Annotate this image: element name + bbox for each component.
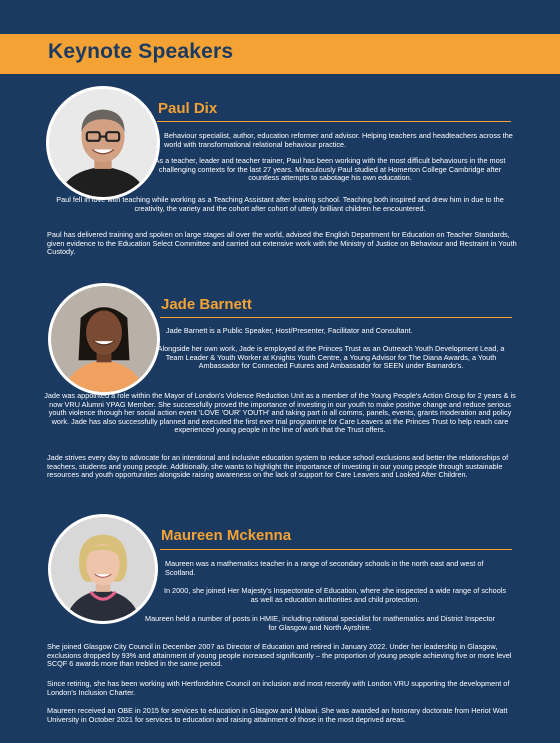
speaker-bio-paragraph: Behaviour specialist, author, education reformer and advisor. Helping teachers and headteachers across the world with transformational relational behaviour practice. xyxy=(164,131,513,149)
speaker-bio-paragraph: Maureen received an OBE in 2015 for services to education in Glasgow and Malawi. She was awarded an honorary doctorate from Heriot Watt University in October 2021 for services to education and raising attainment of those in the most deprived areas. xyxy=(47,706,508,724)
speaker-bio-paragraph: Maureen held a number of posts in HMIE, including national specialist for mathematics and District Inspector for Glasgow and North Ayrshire. xyxy=(144,614,495,632)
name-divider xyxy=(160,549,512,550)
speaker-bio-paragraph: In 2000, she joined Her Majesty's Inspectorate of Education, where she inspected a wide range of schools as well as education authorities and child protection. xyxy=(163,586,507,604)
speaker-bio-paragraph: Alongside her own work, Jade is employed at the Princes Trust as an Outreach Youth Development Lead, a Team Leader & Youth Worker at Knights Youth Centre, a Young Advisor for The Diana Awards, a Youth Ambassador for Connected Futures and Ambassador for SEEN under Barnardo's. xyxy=(157,344,505,371)
speaker-bio-paragraph: Jade strives every day to advocate for an intentional and inclusive education system to reduce school exclusions and better the relationships of teachers, students and young people. Additionally, she wants to highlight the importance of investing in our young people through sustainable resources and youth opportunities alongside raising awareness on the lack of support for Care Leavers and Looked After Children. xyxy=(47,453,509,480)
speaker-photo-jade-barnett xyxy=(48,283,160,395)
speaker-bio-paragraph: Maureen was a mathematics teacher in a range of secondary schools in the north east and west of Scotland. xyxy=(165,559,484,577)
speaker-name-jade-barnett: Jade Barnett xyxy=(161,296,252,313)
speaker-name-paul-dix: Paul Dix xyxy=(158,100,218,117)
person-portrait-icon xyxy=(51,517,155,621)
speaker-photo-paul-dix xyxy=(46,86,160,200)
speaker-bio-paragraph: She joined Glasgow City Council in December 2007 as Director of Education and retired in January 2022. Under her leadership in Glasgow, exclusions dropped by 93% and attainment of young people increased significantly – the proportion of young people achieving five or more level SCQF 6 awards more than trebled in the same period. xyxy=(47,642,512,669)
header-band xyxy=(0,34,560,74)
speaker-bio-paragraph: As a teacher, leader and teacher trainer, Paul has been working with the most difficult behaviours in the most challenging contexts for the last 27 years. Miraculously Paul studied at Homerton College Cambridge after countless attempts to sabotage his own education. xyxy=(154,156,506,183)
speaker-photo-maureen-mckenna xyxy=(48,514,158,624)
speaker-bio-paragraph: Jade Barnett is a Public Speaker, Host/Presenter, Facilitator and Consultant. xyxy=(166,326,413,335)
top-strip xyxy=(0,0,560,34)
speaker-name-maureen-mckenna: Maureen Mckenna xyxy=(161,527,292,544)
person-portrait-icon xyxy=(49,89,157,197)
page-title: Keynote Speakers xyxy=(48,40,234,63)
speaker-bio-paragraph: Jade was appointed a role within the Mayor of London's Violence Reduction Unit as a member of the Young People's Action Group for 2 years & is now VRU Alumni YPAG Member. She successfully proved the importance of investing in our youth to make positive change and reduce serious youth violence through her social action event 'LOVE 'OUR' YOUTH' and taking part in all comms, panels, events, grants moderation and policy work. Jade has also successfully planned and executed the first ever trial programme for Care Leavers at the Princes Trust to help reach care experienced young people in the line of work that the Trust offers. xyxy=(44,391,516,435)
speaker-bio-paragraph: Paul has delivered training and spoken on large stages all over the world, advised the English Department for Education on Teacher Standards, given evidence to the Education Select Committee and carried out extensive work with the Ministry of Justice on Behaviour and Restraint in Youth Custody. xyxy=(47,230,517,257)
name-divider xyxy=(160,317,512,318)
name-divider xyxy=(157,121,511,122)
person-portrait-icon xyxy=(51,286,157,392)
speaker-bio-paragraph: Paul fell in love with teaching while working as a Teaching Assistant after leaving school. Teaching both inspired and drew him in due to the creativity, the variety and the cohort after cohort of utterly brilliant children he encountered. xyxy=(56,195,504,213)
speaker-bio-paragraph: Since retiring, she has been working with Hertfordshire Council on inclusion and most recently with London VRU supporting the development of London's Inclusion Charter. xyxy=(47,679,510,697)
